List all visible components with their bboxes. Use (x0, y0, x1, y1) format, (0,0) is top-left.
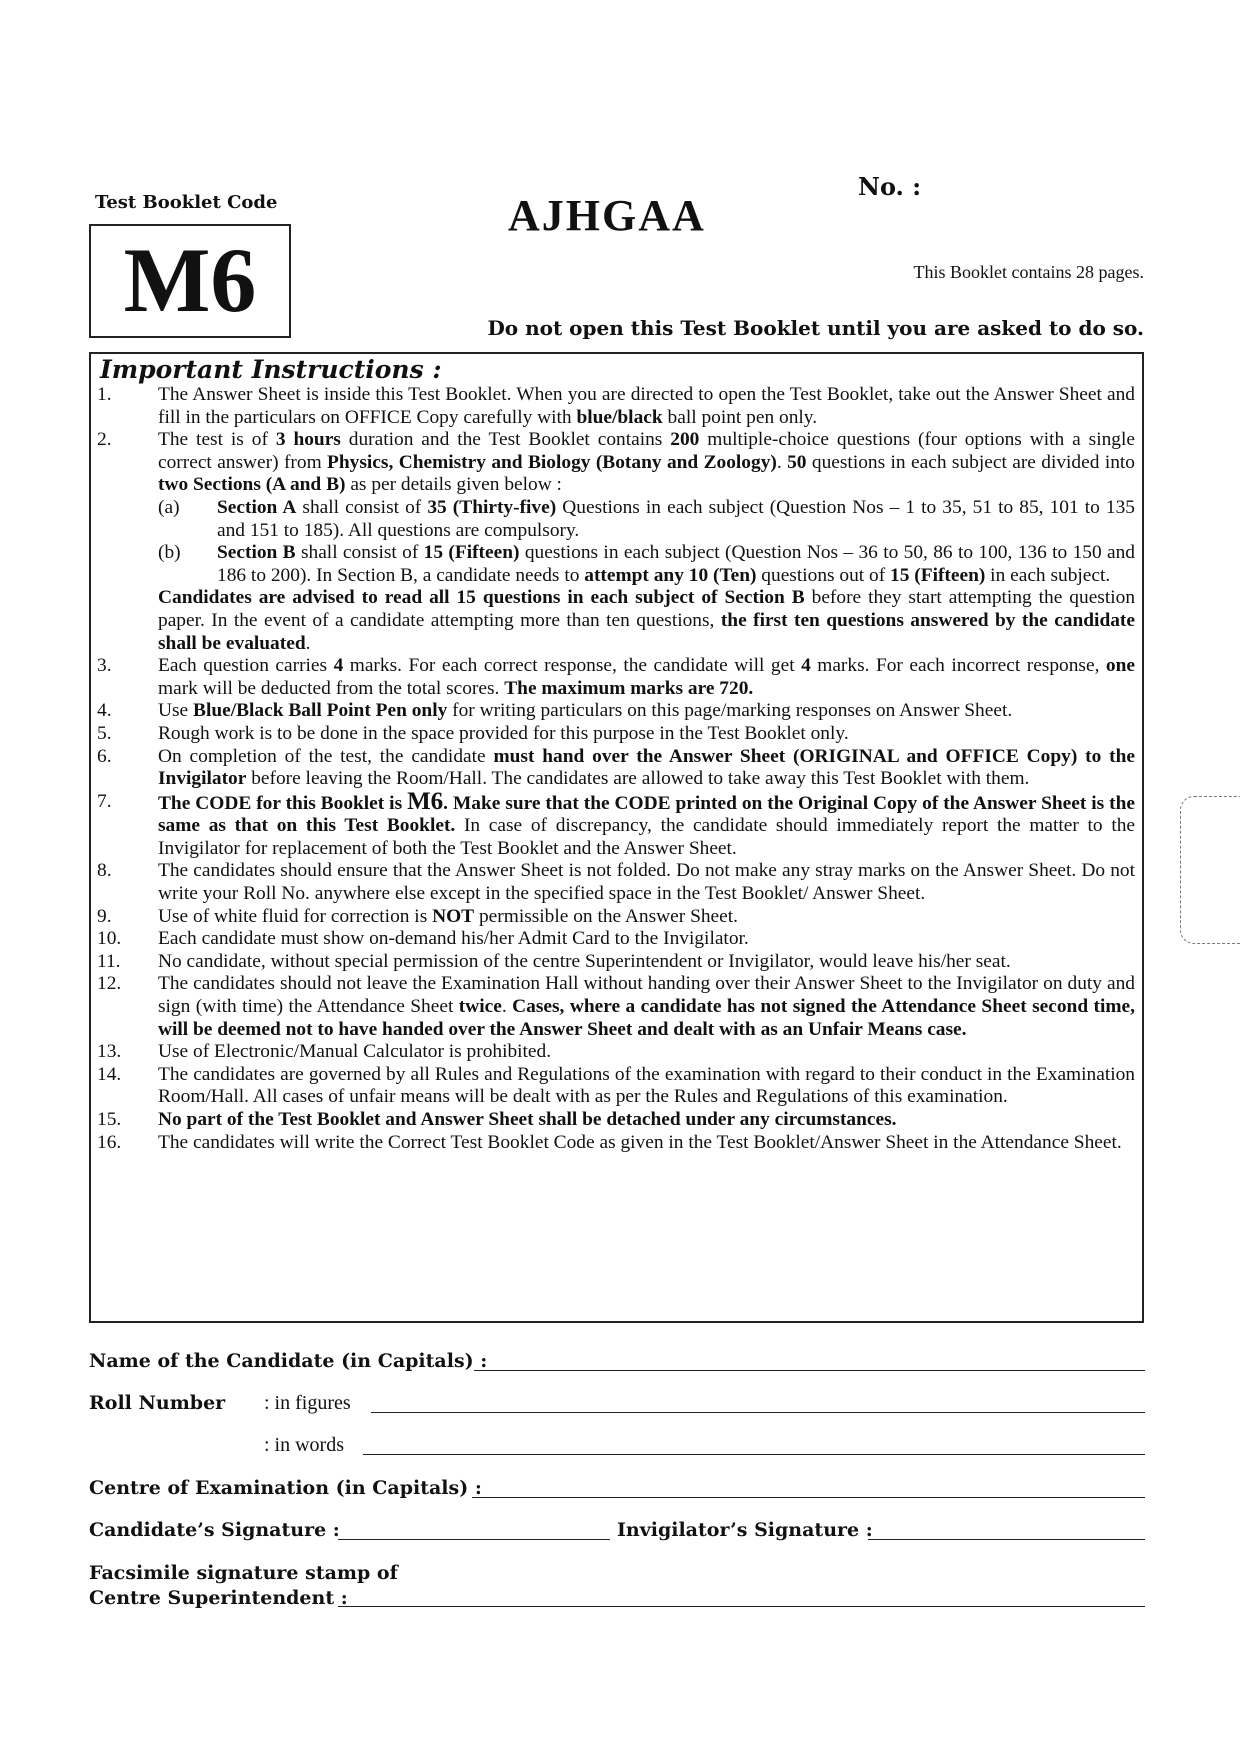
item-text: The candidates are governed by all Rules and Regulations of the examination with regard to their conduct in the Examination Room/Hall. All cases of unfair means will be dealt with as per the Rules and Regulations of this examination. (158, 1063, 1135, 1108)
bold-run: 200 (670, 429, 700, 451)
text-run: In case of discrepancy, the candidate should immediately report the matter to the Invigilator for replacement of both the Test Booklet and the Answer Sheet. (158, 815, 1136, 859)
instruction-item-13 (97, 1041, 1135, 1064)
instruction-item-6 (97, 746, 1135, 791)
text-run: Use of white fluid for correction is (158, 905, 433, 927)
instruction-subitem-b (158, 542, 1135, 587)
bold-run: 4 (333, 655, 344, 677)
bold-run: one (1105, 655, 1135, 677)
instruction-item-12 (97, 973, 1135, 1041)
instruction-item-4 (97, 700, 1135, 723)
text-run: in each subject. (985, 564, 1111, 586)
roll-words-label: : in words (264, 1434, 344, 1456)
text-run: The candidates should not leave the Examination Hall without handing over their Answer Sheet to the Invigilator on duty and sign (with time) the Attendance Sheet (158, 973, 1135, 1018)
item-text (158, 787, 1136, 861)
text-run: The Answer Sheet is inside this Test Booklet. When you are directed to open the Test Booklet, take out the Answer Sheet and fill in the particulars on OFFICE Copy carefully with (158, 384, 1135, 428)
bold-run: 15 (Fifteen) (890, 564, 986, 586)
roll-figures-field[interactable] (371, 1412, 1145, 1413)
item-number: 4. (97, 700, 112, 722)
text-run: . (305, 632, 311, 654)
text-run: . (776, 451, 788, 473)
item-number: 5. (97, 722, 112, 744)
item-text (158, 384, 1135, 429)
bold-run: 4 (801, 655, 811, 677)
item-text (158, 973, 1135, 1041)
bold-run: No part of the Test Booklet and Answer Sheet shall be detached under any circumstances. (158, 1109, 897, 1130)
item-number: 11. (97, 950, 121, 972)
instructions-box (89, 352, 1144, 1323)
instruction-item-11 (97, 951, 1135, 974)
item-text (158, 1109, 1135, 1132)
bold-run: must hand over the Answer Sheet (ORIGINAL and OFFICE Copy) to the Invigilator (158, 745, 1135, 790)
item-text: No candidate, without special permission of the centre Superintendent or Invigilator, would leave his/her seat. (158, 950, 1011, 972)
bold-run: blue/black (576, 406, 663, 428)
booklet-code-box (89, 224, 291, 338)
bold-run: the first ten questions answered by the candidate shall be evaluated (158, 609, 1135, 654)
roll-number-label: Roll Number (89, 1392, 226, 1414)
subitem-text (217, 542, 1135, 587)
bold-run: Physics, Chemistry and Biology (Botany and Zoology) (327, 451, 777, 473)
facsimile-label-line1: Facsimile signature stamp of (89, 1562, 398, 1584)
item-text (158, 429, 1135, 587)
item-text (158, 655, 1135, 700)
instruction-item-3 (97, 655, 1135, 700)
centre-label: Centre of Examination (in Capitals) : (89, 1477, 482, 1499)
text-run: The test is of (158, 429, 276, 451)
candidate-name-label: Name of the Candidate (in Capitals) : (89, 1350, 488, 1372)
text-run: On completion of the test, the candidate (158, 745, 494, 767)
text-run: Each question carries (158, 655, 334, 677)
bold-run: Candidates are advised to read all 15 questions in each subject of Section B (158, 587, 805, 609)
instructions-title: Important Instructions : (100, 355, 442, 384)
item-text (158, 906, 1135, 929)
text-run: for writing particulars on this page/marking responses on Answer Sheet. (447, 700, 1013, 722)
instruction-item-1 (97, 384, 1135, 429)
booklet-series: AJHGAA (508, 191, 706, 240)
booklet-number-label: No. : (858, 172, 922, 201)
item-text (158, 746, 1135, 791)
candidate-signature-field[interactable] (338, 1539, 610, 1540)
bold-run: NOT (432, 905, 475, 927)
item-text: Rough work is to be done in the space provided for this purpose in the Test Booklet only. (158, 722, 849, 744)
bold-run: 35 (Thirty-five) (427, 496, 557, 518)
text-run: questions out of (756, 564, 891, 586)
item-number: 2. (97, 429, 112, 451)
item-number: 14. (97, 1063, 122, 1085)
text-run: multiple-choice questions (four options with a single correct answer) from (158, 429, 1135, 473)
instruction-item-14 (97, 1064, 1135, 1109)
bold-run: Cases, where a candidate has not signed the Attendance Sheet second time, will be deemed not to have handed over the Answer Sheet and dealt with as an Unfair Means case. (158, 996, 1136, 1040)
text-run: questions in each subject are divided into (806, 451, 1135, 473)
instruction-item-10 (97, 928, 1135, 951)
text-run: shall consist of (295, 542, 424, 564)
bold-run: 50 (787, 451, 807, 473)
do-not-open-warning: Do not open this Test Booklet until you are asked to do so. (487, 316, 1144, 340)
item-text: The candidates will write the Correct Test Booklet Code as given in the Test Booklet/Answer Sheet in the Attendance Sheet. (158, 1131, 1122, 1153)
bold-run: The maximum marks are 720. (504, 677, 754, 699)
candidate-signature-label: Candidate’s Signature : (89, 1519, 340, 1541)
text-run: Use (158, 700, 194, 722)
bold-run: . Make sure that the CODE printed on the Original Copy of the Answer Sheet is the same as that on this Test Booklet. (158, 792, 1135, 837)
bold-run: two Sections (A and B) (158, 474, 346, 496)
item-text: Use of Electronic/Manual Calculator is prohibited. (158, 1041, 552, 1063)
item-number: 12. (97, 973, 122, 995)
item-number: 13. (97, 1041, 122, 1063)
subitem-text (217, 497, 1135, 542)
item-number: 1. (97, 384, 112, 405)
item-text: The candidates should ensure that the Answer Sheet is not folded. Do not make any stray marks on the Answer Sheet. Do not write your Roll No. anywhere else except in the specified space in the Test Booklet/ Answer Sheet. (158, 860, 1135, 905)
bold-run: Section B (217, 542, 296, 564)
subitem-number: (a) (158, 496, 180, 518)
bold-run: attempt any 10 (Ten) (584, 564, 757, 586)
facsimile-label-line2: Centre Superintendent : (89, 1587, 348, 1609)
bold-run: Section A (217, 496, 297, 518)
item-text: Each candidate must show on-demand his/her Admit Card to the Invigilator. (158, 928, 749, 950)
candidate-name-field[interactable] (474, 1370, 1145, 1371)
booklet-code-inline: M6 (407, 787, 444, 815)
item-number: 15. (97, 1109, 122, 1130)
invigilator-signature-label: Invigilator’s Signature : (617, 1519, 873, 1541)
instruction-item-5 (97, 723, 1135, 746)
text-run: duration and the Test Booklet contains (340, 429, 671, 451)
text-run: before leaving the Room/Hall. The candidates are allowed to take away this Test Booklet with them. (246, 768, 1030, 790)
instruction-item-15 (97, 1109, 1135, 1132)
item-number: 9. (97, 905, 112, 927)
subitem-number: (b) (158, 542, 181, 564)
text-run: shall consist of (296, 496, 428, 518)
bold-run: The CODE for this Booklet is (158, 792, 408, 814)
instruction-subitem-a (158, 497, 1135, 542)
text-run: . (501, 996, 513, 1018)
page-count-note: This Booklet contains 28 pages. (913, 262, 1144, 282)
item-number: 3. (97, 655, 112, 677)
instruction-item-16 (97, 1132, 1135, 1155)
section-b-advice (158, 587, 1135, 655)
item-number: 10. (97, 928, 122, 950)
instruction-item-9 (97, 906, 1135, 929)
text-run: marks. For each correct response, the candidate will get (343, 655, 802, 677)
instruction-item-7 (97, 787, 1136, 861)
text-run: mark will be deducted from the total scores. (158, 677, 505, 699)
item-number: 16. (97, 1131, 122, 1153)
item-number: 8. (97, 860, 112, 882)
text-run: as per details given below : (345, 474, 562, 496)
booklet-code: M6 (123, 229, 257, 331)
centre-field[interactable] (472, 1497, 1145, 1498)
text-run: before they start attempting the question paper. In the event of a candidate attempting more than ten questions, (158, 587, 1136, 631)
invigilator-signature-field[interactable] (868, 1539, 1145, 1540)
bold-run: twice (458, 996, 502, 1018)
text-run: permissible on the Answer Sheet. (474, 905, 739, 927)
roll-words-field[interactable] (363, 1454, 1145, 1455)
instruction-item-2 (97, 429, 1135, 587)
item-number: 6. (97, 745, 112, 767)
item-text (158, 700, 1135, 723)
text-run: marks. For each incorrect response, (810, 655, 1106, 677)
bold-run: 3 hours (275, 429, 341, 451)
bold-run: 15 (Fifteen) (423, 542, 520, 564)
bold-run: Blue/Black Ball Point Pen only (193, 700, 448, 722)
instruction-item-8 (97, 860, 1135, 905)
item-number: 7. (97, 790, 112, 812)
roll-figures-label: : in figures (264, 1392, 351, 1414)
text-run: questions in each subject (Question Nos – 36 to 50, 86 to 100, 136 to 150 and 186 to 200). In Section B, a candidate needs to (217, 542, 1135, 586)
text-run: ball point pen only. (662, 406, 818, 428)
text-run: Questions in each subject (Question Nos – 1 to 35, 51 to 85, 101 to 135 and 151 to 185). All questions are compulsory. (217, 496, 1136, 541)
facsimile-stamp-field[interactable] (338, 1606, 1145, 1607)
test-booklet-code-label: Test Booklet Code (95, 192, 278, 213)
perforation-mark (1180, 796, 1240, 944)
